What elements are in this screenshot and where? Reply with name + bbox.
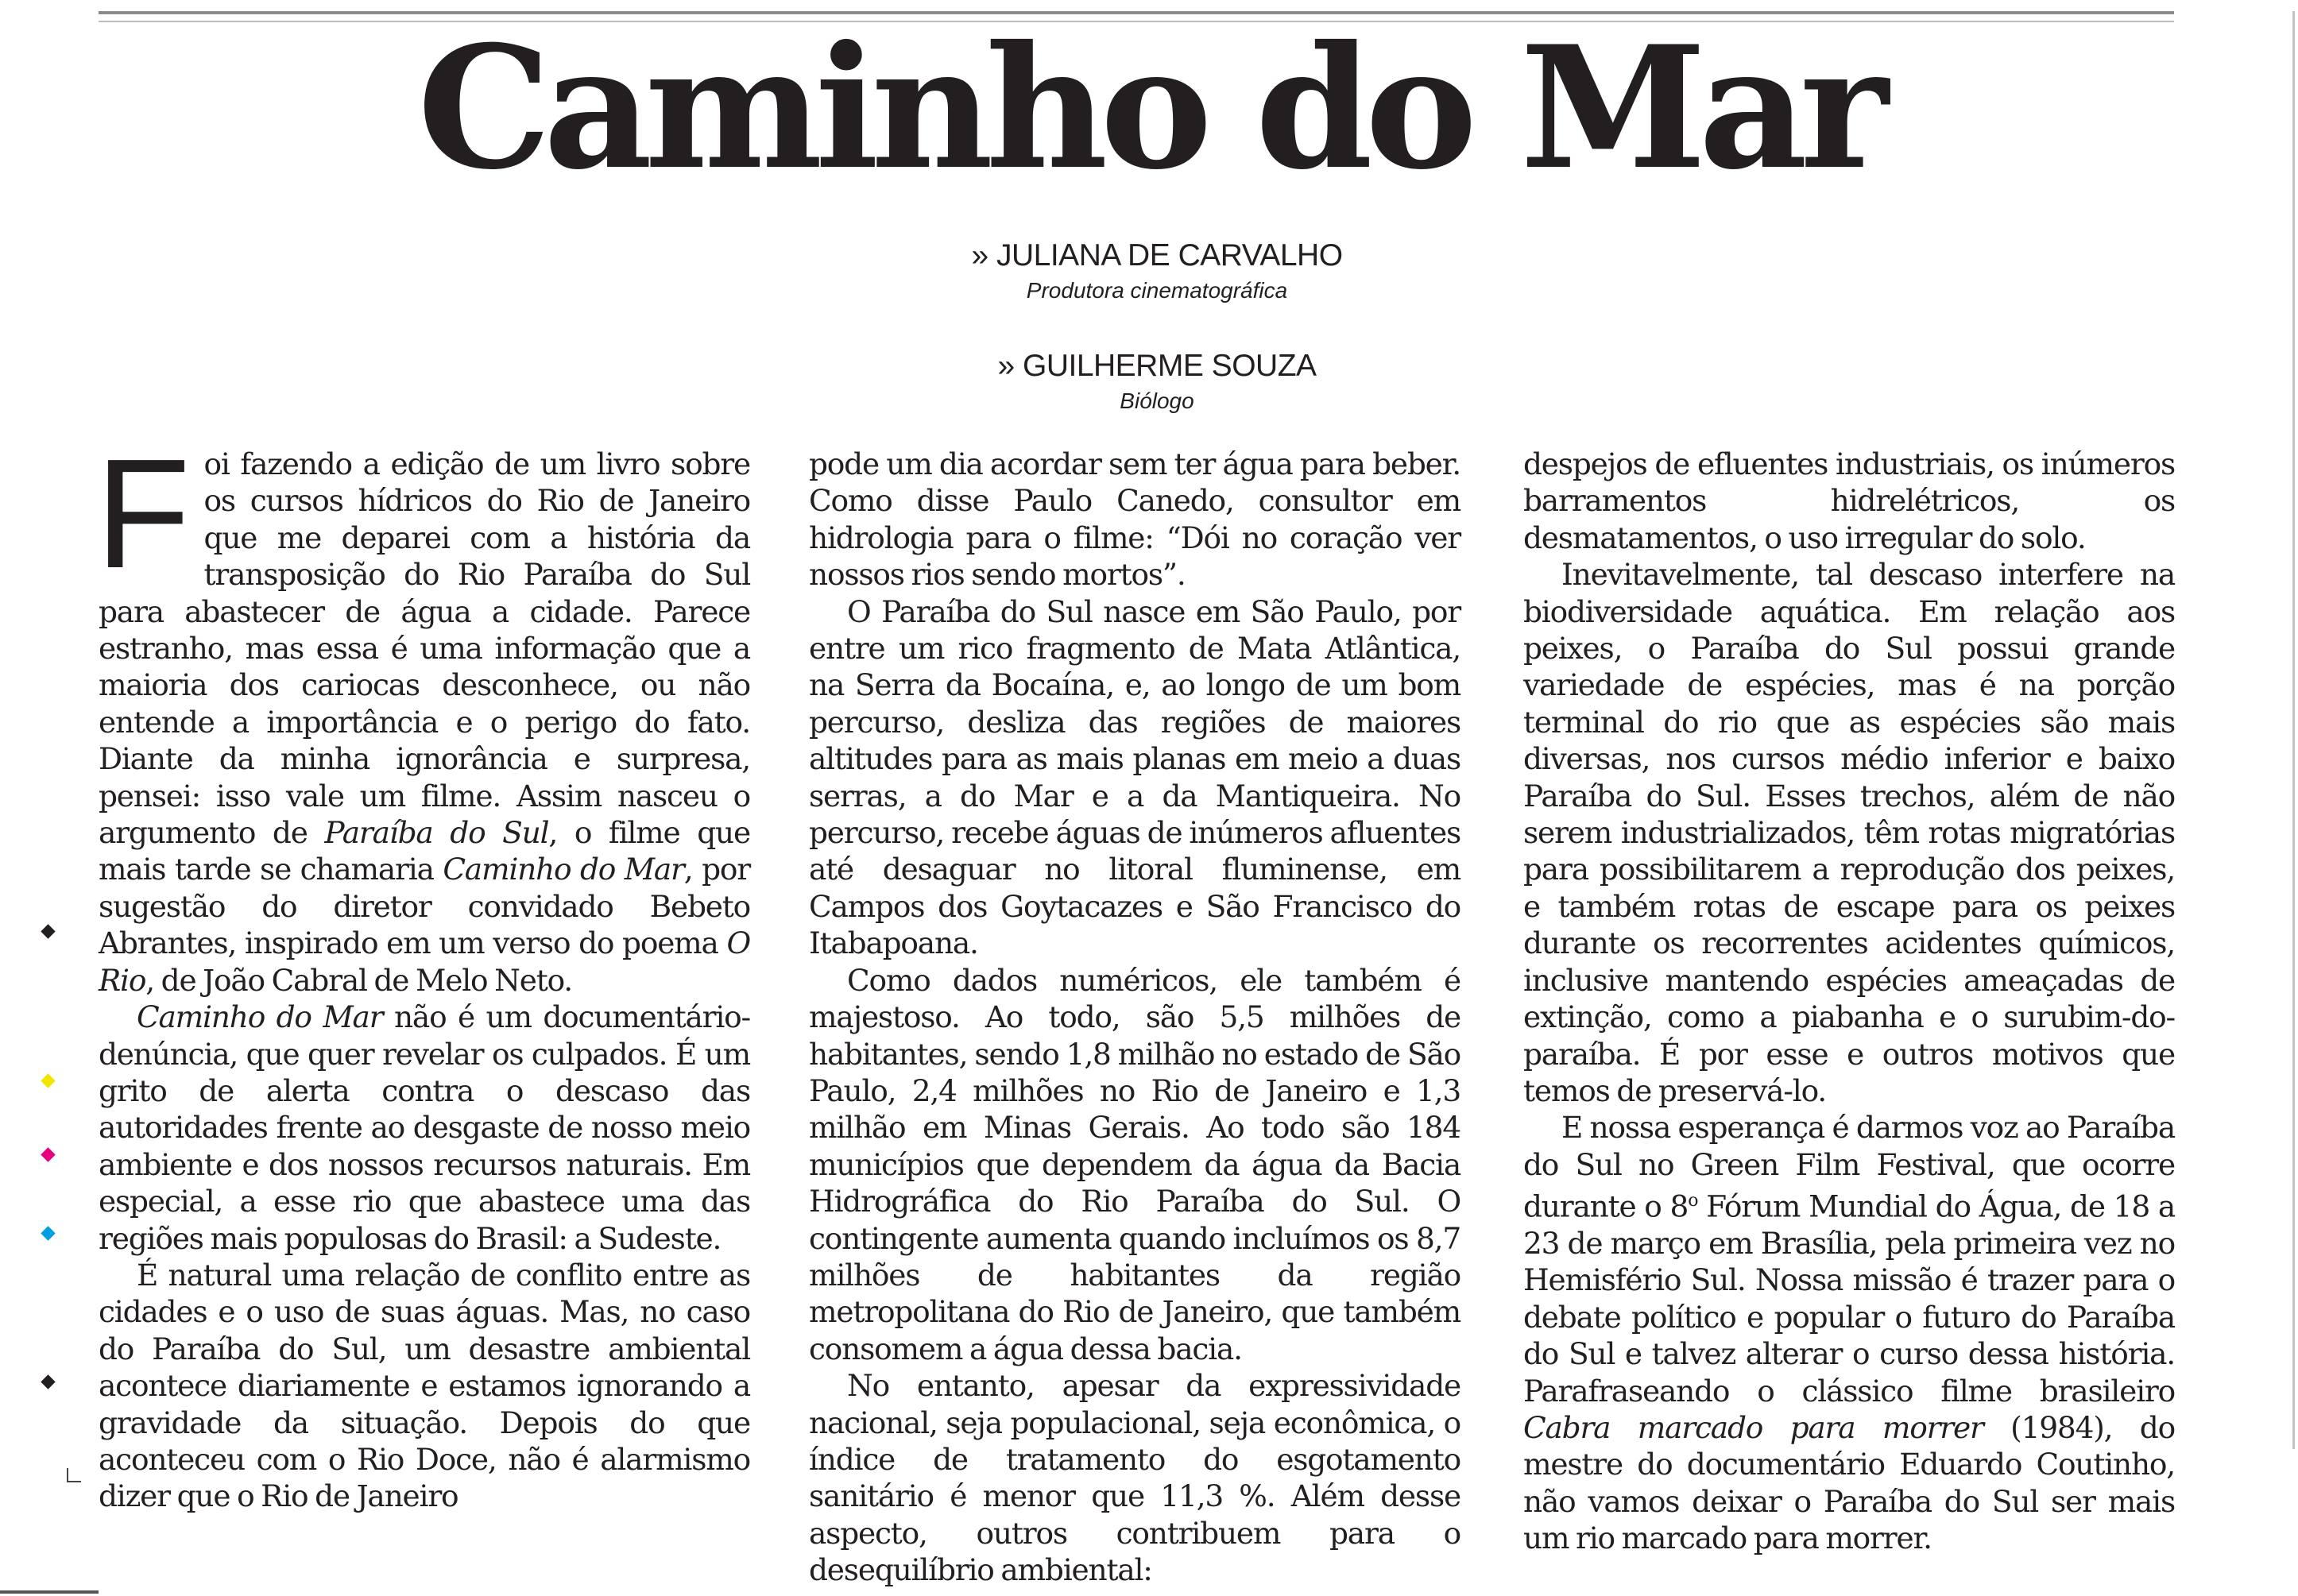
bottom-rule bbox=[0, 1590, 99, 1594]
text-run: (1984), do mestre do documentário Eduardo Coutinho, não vamos deixar o Paraíba do Sul ser mais um rio marcado para morrer. bbox=[1523, 1410, 2175, 1556]
text-run: , por sugestão do diretor convidado Bebeto Abrantes, inspirado em um verso do poema bbox=[99, 852, 750, 961]
author-name: » GUILHERME SOUZA bbox=[997, 349, 1317, 383]
paragraph bbox=[1523, 1109, 2175, 1556]
paragraph bbox=[95, 427, 750, 999]
paragraph: Como dados numéricos, ele também é majestoso. Ao todo, são 5,5 milhões de habitantes, sendo 1,8 milhão no estado de São Paulo, 2,4 milhões no Rio de Janeiro e 1,3 milhão em Minas Gerais. Ao todo são 184 municípios que dependem da água da Bacia Hidrográfica do Rio Paraíba do Sul. O contingente aumenta quando incluímos os 8,7 milhões de habitantes da região metropolitana do Rio de Janeiro, que também consomem a água dessa bacia. bbox=[809, 962, 1460, 1366]
italic-title: Cabra marcado para morrer bbox=[1523, 1410, 1983, 1446]
article-column-1 bbox=[95, 427, 750, 1515]
paragraph: No entanto, apesar da expressividade nacional, seja populacional, seja econômica, o índice de tratamento do esgotamento sanitário é menor que 11,3 %. Além desse aspecto, outros contribuem para o desequilíbrio ambiental: bbox=[809, 1368, 1460, 1588]
italic-title: Caminho do Mar bbox=[137, 999, 383, 1035]
text-run: oi fazendo a edição de um livro sobre os cursos hídricos do Rio de Janeiro que me deparei com a história da transposição do Rio Paraíba do Sul para abastecer de água a cidade. Parece estranho, mas essa é uma informação que a maioria dos cariocas desconhece, ou não entende a importância e o perigo do fato. Diante da minha ignorância e surpresa, pensei: isso vale um filme. Assim nasceu o argumento de bbox=[99, 446, 750, 851]
drop-cap: F bbox=[95, 427, 190, 601]
right-margin-rule bbox=[2292, 11, 2295, 1449]
byline-author-2 bbox=[8, 346, 2298, 416]
registration-mark-cyan-icon bbox=[41, 1226, 55, 1240]
article-column-3 bbox=[1523, 446, 2175, 1557]
paragraph: O Paraíba do Sul nasce em São Paulo, por entre um rico fragmento de Mata Atlântica, na Serra da Bocaína, e, ao longo de um bom percurso, desliza das regiões de maiores altitudes para as mais planas em meio a duas serras, a do Mar e a da Mantiqueira. No percurso, recebe águas de inúmeros afluentes até desaguar no litoral fluminense, em Campos dos Goytacazes e São Francisco do Itabapoana. bbox=[809, 593, 1460, 961]
italic-title: O Rio bbox=[99, 926, 750, 998]
text-run: , de João Cabral de Melo Neto. bbox=[145, 962, 573, 998]
paragraph: Inevitavelmente, tal descaso interfere na biodiversidade aquática. Em relação aos peixes, o Paraíba do Sul possui grande variedade de espécies, mas é na porção terminal do rio que as espécies são mais diversas, nos cursos médio inferior e baixo Paraíba do Sul. Esses trechos, além de não serem industrializados, têm rotas migratórias para possibilitarem a reprodução dos peixes, e também rotas de escape para os peixes durante os recorrentes acidentes químicos, inclusive mantendo espécies ameaçadas de extinção, como a piabanha e o surubim-do-paraíba. É por esse e outros motivos que temos de preservá-lo. bbox=[1523, 557, 2175, 1108]
author-role: Produtora cinematográfica bbox=[1026, 278, 1288, 303]
paragraph: despejos de efluentes industriais, os inúmeros barramentos hidrelétricos, os desmatamentos, o uso irregular do solo. bbox=[1523, 446, 2175, 555]
text-run: E nossa esperança é darmos voz ao Paraíba do Sul no Green Film Festival, que ocorre durante o 8 bbox=[1523, 1110, 2175, 1224]
author-name: » JULIANA DE CARVALHO bbox=[971, 238, 1343, 272]
registration-mark-black-icon bbox=[41, 1374, 55, 1389]
text-run: , o filme que mais tarde se chamaria bbox=[99, 815, 750, 887]
headline: Caminho do Mar bbox=[417, 9, 1881, 207]
paragraph: pode um dia acordar sem ter água para beber. Como disse Paulo Canedo, consultor em hidrologia para o filme: “Dói no coração ver nossos rios sendo mortos”. bbox=[809, 446, 1460, 593]
paragraph: É natural uma relação de conflito entre as cidades e o uso de suas águas. Mas, no caso do Paraíba do Sul, um desastre ambiental acontece diariamente e estamos ignorando a gravidade da situação. Depois do que aconteceu com o Rio Doce, não é alarmismo dizer que o Rio de Janeiro bbox=[99, 1257, 750, 1514]
article-column-2 bbox=[809, 446, 1460, 1589]
text-run: Fórum Mundial do Água, de 18 a 23 de março em Brasília, pela primeira vez no Hemisfério Sul. Nossa missão é trazer para o debate político e popular o futuro do Paraíba do Sul e talvez alterar o curso dessa história. Parafraseando o clássico filme brasileiro bbox=[1523, 1188, 2176, 1409]
italic-title: Caminho do Mar bbox=[443, 852, 684, 887]
registration-mark-yellow-icon bbox=[41, 1073, 55, 1088]
italic-title: Paraíba do Sul bbox=[324, 815, 549, 851]
crop-mark-icon bbox=[67, 1468, 81, 1482]
registration-mark-magenta-icon bbox=[41, 1147, 55, 1161]
paragraph bbox=[99, 999, 750, 1257]
author-role: Biólogo bbox=[1120, 388, 1194, 413]
registration-mark-black-icon bbox=[41, 924, 55, 938]
text-run: não é um documentário-denúncia, que quer revelar os culpados. É um grito de alerta contra o descaso das autoridades frente ao desgaste de nosso meio ambiente e dos nossos recursos naturais. Em especial, a esse rio que abastece uma das regiões mais populosas do Brasil: a Sudeste. bbox=[99, 999, 750, 1256]
ordinal-superscript: o bbox=[1688, 1191, 1698, 1211]
byline-author-1 bbox=[8, 236, 2298, 306]
